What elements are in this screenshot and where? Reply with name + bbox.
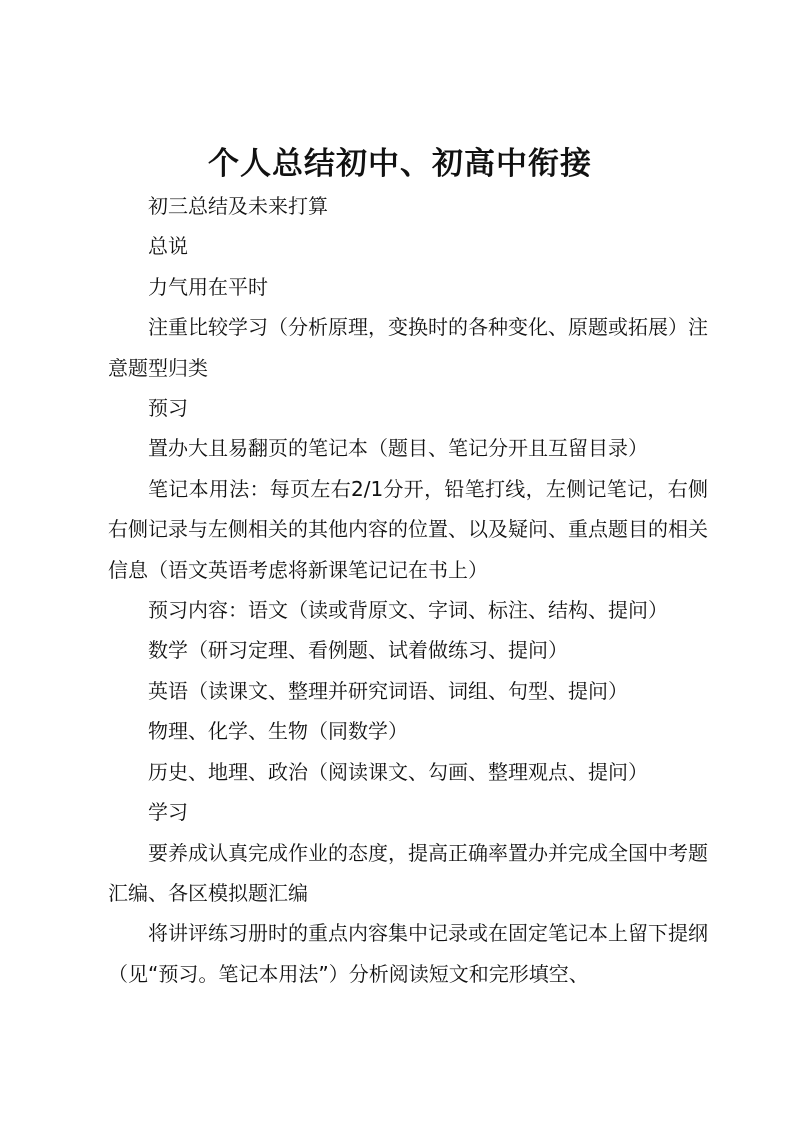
paragraph-3: 力气用在平时 <box>148 274 268 299</box>
paragraph-5: 预习 <box>148 396 188 421</box>
paragraph-6: 置办大且易翻页的笔记本（题目、笔记分开且互留目录） <box>148 436 648 461</box>
paragraph-8: 预习内容：语文（读或背原文、字词、标注、结构、提问） <box>148 598 668 623</box>
paragraph-14: 要养成认真完成作业的态度，提高正确率置办并完成全国中考题汇编、各区模拟题汇编 <box>108 840 708 905</box>
paragraph-9: 数学（研习定理、看例题、试着做练习、提问） <box>148 638 568 663</box>
paragraph-12: 历史、地理、政治（阅读课文、勾画、整理观点、提问） <box>148 759 648 784</box>
document-title: 个人总结初中、初高中衔接 <box>208 146 592 182</box>
paragraph-15: 将讲评练习册时的重点内容集中记录或在固定笔记本上留下提纲（见“预习。笔记本用法”）分析阅读短文和完形填空、 <box>108 921 708 986</box>
document-body <box>108 186 708 994</box>
paragraph-1: 初三总结及未来打算 <box>148 194 328 218</box>
paragraph-11: 物理、化学、生物（同数学） <box>148 719 408 744</box>
paragraph-4: 注重比较学习（分析原理，变换时的各种变化、原题或拓展）注意题型归类 <box>108 315 708 380</box>
paragraph-13: 学习 <box>148 800 188 825</box>
paragraph-10: 英语（读课文、整理并研究词语、词组、句型、提问） <box>148 678 628 703</box>
paragraph-7: 笔记本用法：每页左右2/1分开，铅笔打线，左侧记笔记，右侧右侧记录与左侧相关的其他内容的位置、以及疑问、重点题目的相关信息（语文英语考虑将新课笔记记在书上） <box>108 476 708 582</box>
paragraph-2: 总说 <box>148 234 188 259</box>
